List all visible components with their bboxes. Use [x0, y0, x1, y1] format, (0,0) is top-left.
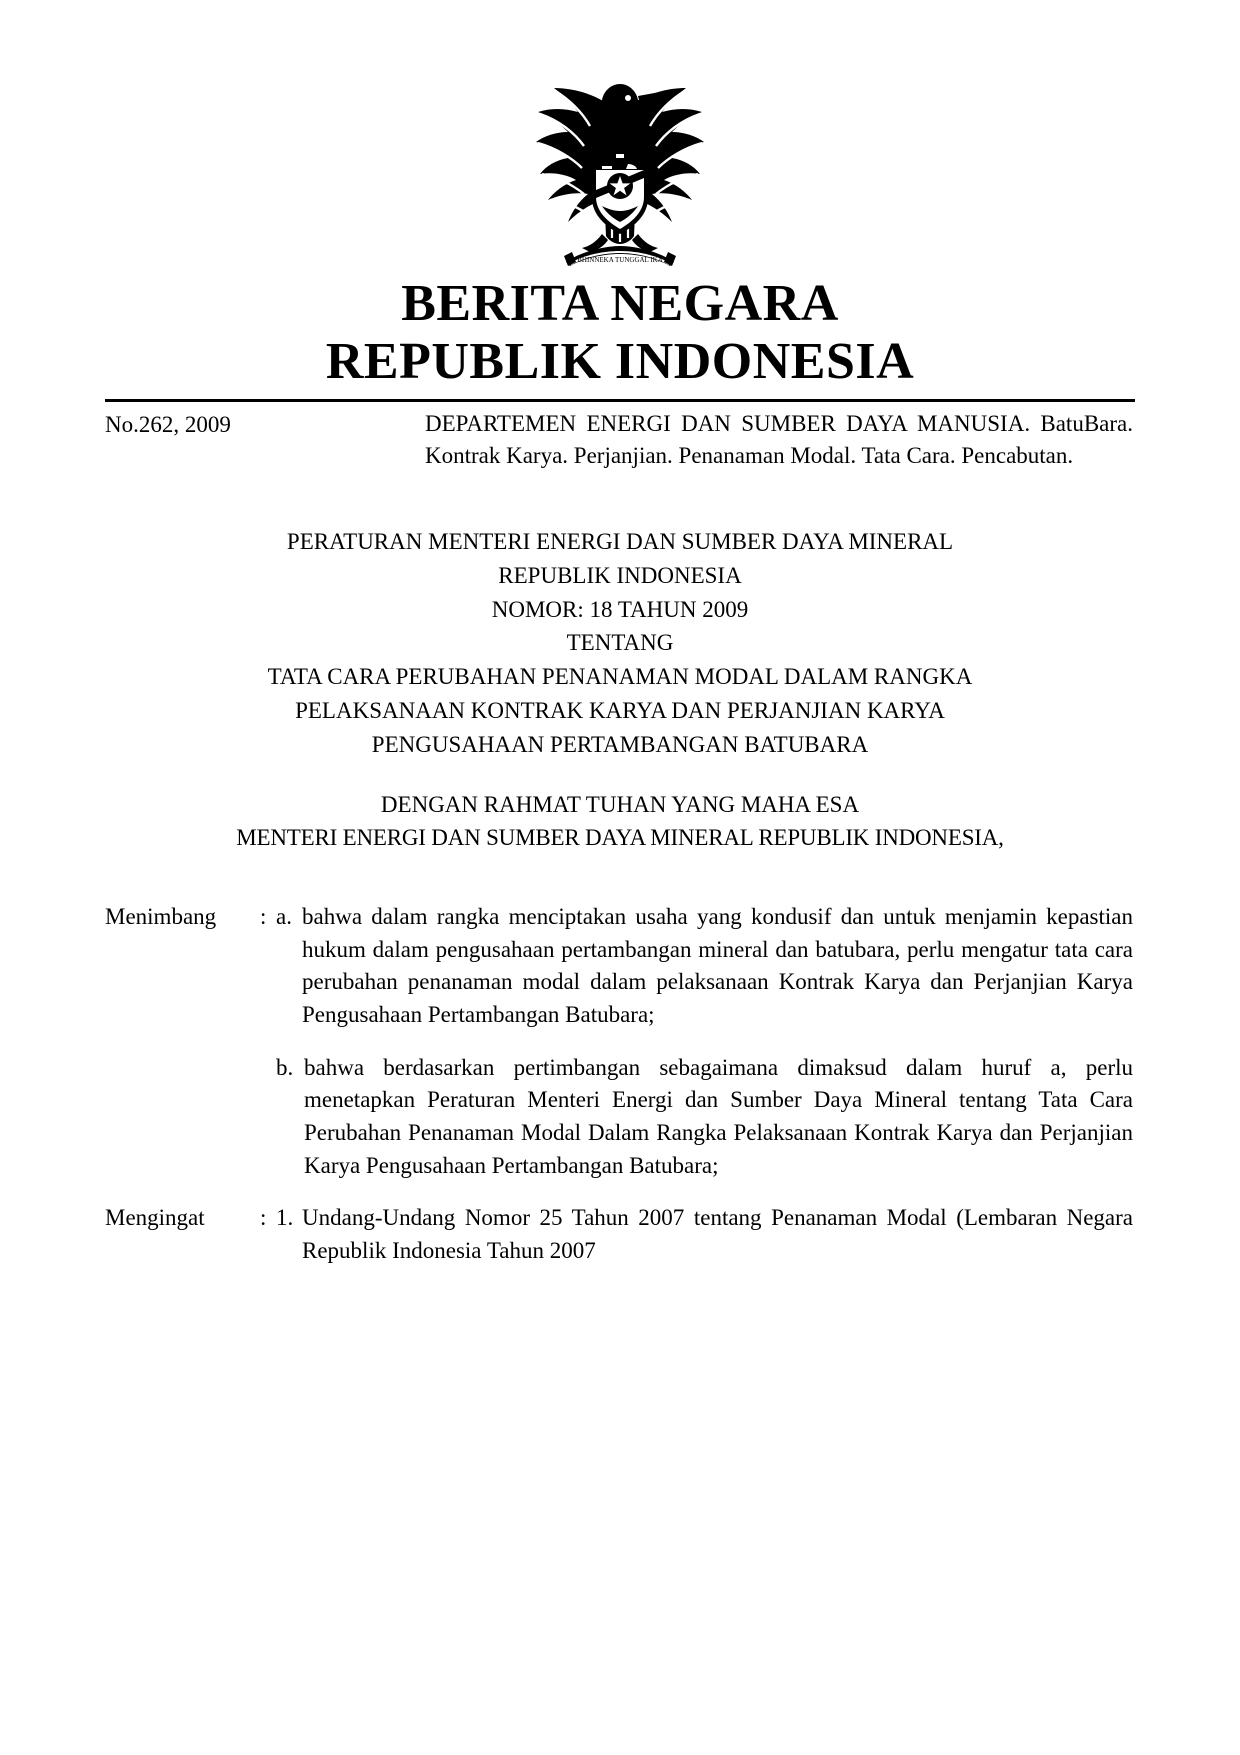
- title-line-3: NOMOR: 18 TAHUN 2009: [491, 596, 749, 622]
- clause-marker: b.: [276, 1054, 294, 1080]
- svg-text:BHINNEKA TUNGGAL IKA: BHINNEKA TUNGGAL IKA: [577, 256, 663, 264]
- garuda-pancasila-emblem: [520, 66, 720, 266]
- title-line-5: TATA CARA PERUBAHAN PENANAMAN MODAL DALAM RANGKA: [267, 664, 973, 690]
- clause-menimbang-b: [105, 1052, 1135, 1183]
- title-line-2: REPUBLIK INDONESIA: [498, 562, 742, 588]
- gazette-number: No.262, 2009: [105, 412, 231, 438]
- clause-colon: :: [260, 904, 267, 930]
- clause-text: Undang-Undang Nomor 25 Tahun 2007 tentang Penanaman Modal (Lembaran Negara Republik Indonesia Tahun 2007: [302, 1205, 1133, 1264]
- clause-text: bahwa berdasarkan pertimbangan sebagaimana dimaksud dalam huruf a, perlu menetapkan Peraturan Menteri Energi dan Sumber Daya Mineral tentang Tata Cara Perubahan Penanaman Modal Dalam Rangka Pelaksanaan Kontrak Karya dan Perjanjian Karya Pengusahaan Pertambangan Batubara;: [304, 1054, 1133, 1178]
- clause-marker: 1.: [276, 1205, 294, 1231]
- title-line-7: PENGUSAHAAN PERTAMBANGAN BATUBARA: [371, 731, 869, 757]
- clause-marker: a.: [276, 904, 292, 930]
- emblem-container: [105, 66, 1135, 271]
- masthead-line-2: REPUBLIK INDONESIA: [325, 333, 915, 391]
- regulation-title: [105, 525, 1135, 762]
- clause-colon: :: [260, 1205, 267, 1231]
- gazette-subject: DEPARTEMEN ENERGI DAN SUMBER DAYA MANUSIA. BatuBara. Kontrak Karya. Perjanjian. Penanaman Modal. Tata Cara. Pencabutan.: [425, 411, 1133, 468]
- title-line-1: PERATURAN MENTERI ENERGI DAN SUMBER DAYA MINERAL: [286, 529, 954, 554]
- header-row: [105, 408, 1135, 471]
- clause-mengingat-1: [105, 1202, 1135, 1267]
- blessing-line-2: MENTERI ENERGI DAN SUMBER DAYA MINERAL REPUBLIK INDONESIA,: [236, 825, 1004, 851]
- clause-menimbang-a: [105, 901, 1135, 1032]
- clause-label: Menimbang: [105, 904, 217, 930]
- clause-text: bahwa dalam rangka menciptakan usaha yang kondusif dan untuk menjamin kepastian hukum dalam pengusahaan pertambangan mineral dan batubara, perlu mengatur tata cara perubahan penanaman modal dalam pelaksanaan Kontrak Karya dan Perjanjian Karya Pengusahaan Pertambangan Batubara;: [302, 904, 1133, 1028]
- blessing-block: [105, 788, 1135, 856]
- masthead: [105, 275, 1135, 391]
- title-line-4: TENTANG: [566, 630, 674, 656]
- clause-label: Mengingat: [105, 1205, 205, 1231]
- considerans-block: [105, 901, 1135, 1268]
- blessing-line-1: DENGAN RAHMAT TUHAN YANG MAHA ESA: [380, 791, 860, 817]
- header-divider: [105, 399, 1135, 402]
- masthead-line-1: BERITA NEGARA: [401, 275, 839, 332]
- title-line-6: PELAKSANAAN KONTRAK KARYA DAN PERJANJIAN KARYA: [295, 697, 945, 723]
